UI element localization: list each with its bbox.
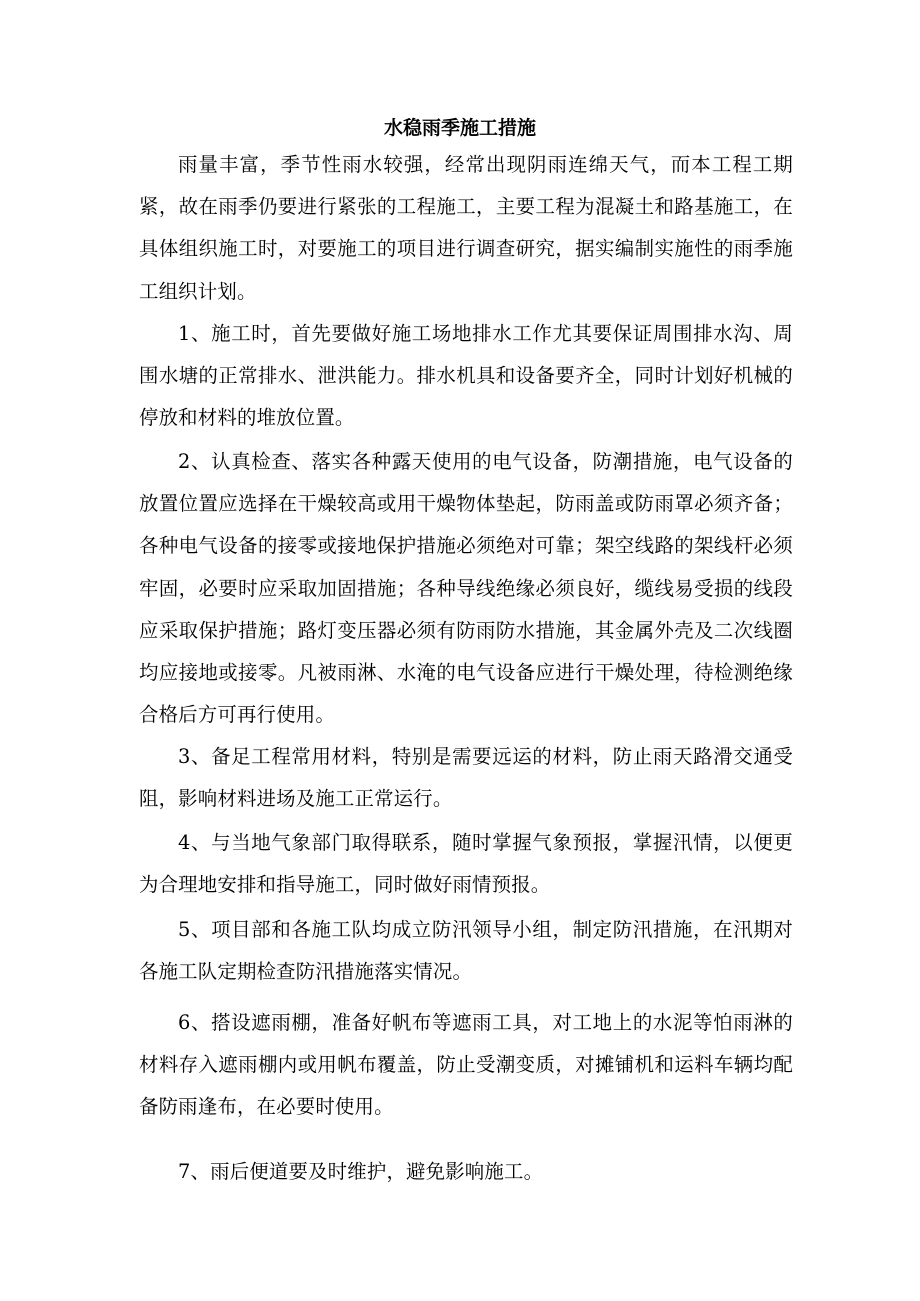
- measure-paragraph-6: 6、搭设遮雨棚，准备好帆布等遮雨工具，对工地上的水泥等怕雨淋的材料存入遮雨棚内或用帆布覆盖，防止受潮变质，对摊铺机和运料车辆均配备防雨逢布，在必要时使用。: [139, 1011, 793, 1119]
- document-title: 水稳雨季施工措施: [383, 117, 536, 139]
- measure-paragraph-2: 2、认真检查、落实各种露天使用的电气设备，防潮措施，电气设备的放置位置应选择在干燥较高或用干燥物体垫起，防雨盖或防雨罩必须齐备；各种电气设备的接零或接地保护措施必须绝对可靠；架空线路的架线杆必须牢固，必要时应采取加固措施；各种导线绝缘必须良好，缆线易受损的线段应采取保护措施；路灯变压器必须有防雨防水措施，其金属外壳及二次线圈均应接地或接零。凡被雨淋、水淹的电气设备应进行干燥处理，待检测绝缘合格后方可再行使用。: [139, 450, 793, 727]
- measure-paragraph-7: 7、雨后便道要及时维护，避免影响施工。: [178, 1160, 544, 1183]
- measure-paragraph-3: 3、备足工程常用材料，特别是需要远运的材料，防止雨天路滑交通受阻，影响材料进场及施工正常运行。: [139, 745, 793, 811]
- intro-paragraph: 雨量丰富，季节性雨水较强，经常出现阴雨连绵天气，而本工程工期紧，故在雨季仍要进行紧张的工程施工，主要工程为混凝土和路基施工，在具体组织施工时，对要施工的项目进行调查研究，据实编制实施性的雨季施工组织计划。: [139, 153, 793, 303]
- measure-paragraph-5: 5、项目部和各施工队均成立防汛领导小组，制定防汛措施，在汛期对各施工队定期检查防汛措施落实情况。: [139, 918, 793, 984]
- measure-paragraph-4: 4、与当地气象部门取得联系，随时掌握气象预报，掌握汛情，以便更为合理地安排和指导施工，同时做好雨情预报。: [139, 831, 793, 897]
- measure-paragraph-1: 1、施工时，首先要做好施工场地排水工作尤其要保证周围排水沟、周围水塘的正常排水、泄洪能力。排水机具和设备要齐全，同时计划好机械的停放和材料的堆放位置。: [139, 322, 793, 430]
